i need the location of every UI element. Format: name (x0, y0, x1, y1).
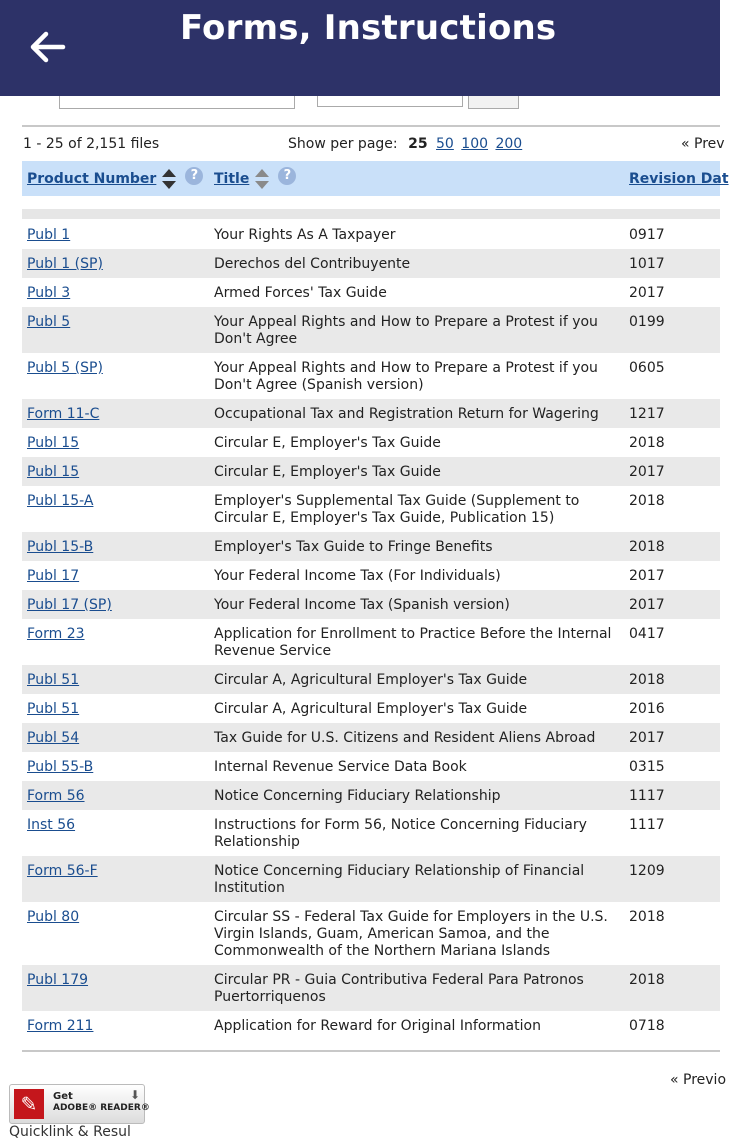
product-number-cell (27, 406, 99, 422)
adobe-badge-line2: ADOBE® READER® (53, 1103, 150, 1113)
get-adobe-reader-badge[interactable] (9, 1084, 150, 1124)
product-number-cell (27, 730, 79, 746)
table-spacer-row (22, 209, 720, 219)
product-link[interactable]: Inst 56 (27, 817, 76, 833)
title-cell: Circular E, Employer's Tax Guide (214, 464, 441, 480)
product-link[interactable]: Publ 179 (27, 972, 89, 988)
title-cell: Employer's Tax Guide to Fringe Benefits (214, 539, 493, 555)
revision-date-cell: 2018 (629, 672, 665, 688)
revision-date-cell: 2017 (629, 285, 665, 301)
product-link[interactable]: Publ 15 (27, 435, 80, 451)
title-cell: Your Appeal Rights and How to Prepare a Protest if you Don't Agree (214, 314, 598, 347)
title-cell: Notice Concerning Fiduciary Relationship of Financial Institution (214, 863, 585, 896)
table-row (22, 220, 720, 249)
title-cell: Circular E, Employer's Tax Guide (214, 435, 441, 451)
revision-date-cell: 2018 (629, 909, 665, 925)
product-link[interactable]: Publ 5 (27, 314, 71, 330)
product-number-cell (27, 701, 79, 717)
product-link[interactable]: Publ 15 (27, 464, 80, 480)
column-header-title (214, 161, 296, 196)
product-link[interactable]: Publ 15-B (27, 539, 94, 555)
title-cell: Circular PR - Guia Contributiva Federal Para Patronos Puertorriquenos (214, 972, 584, 1005)
title-cell: Armed Forces' Tax Guide (214, 285, 387, 301)
product-number-cell (27, 493, 93, 509)
product-link[interactable]: Publ 55-B (27, 759, 94, 775)
per-page-current: 25 (408, 136, 428, 152)
divider (22, 1050, 720, 1052)
revision-date-cell: 2017 (629, 568, 665, 584)
table-row (22, 278, 720, 307)
table-row (22, 781, 720, 810)
table-header (22, 161, 729, 196)
product-number-cell (27, 360, 103, 376)
product-link[interactable]: Publ 1 (SP) (27, 256, 103, 272)
per-page-selector (288, 136, 525, 152)
revision-date-cell: 1209 (629, 863, 665, 879)
product-link[interactable]: Publ 15-A (27, 493, 94, 509)
revision-date-cell: 2017 (629, 597, 665, 613)
product-number-cell (27, 788, 85, 804)
product-link[interactable]: Publ 17 (27, 568, 80, 584)
table-body (22, 220, 720, 1040)
help-icon[interactable]: ? (185, 167, 203, 185)
product-number-cell (27, 909, 79, 925)
title-cell: Circular A, Agricultural Employer's Tax Guide (214, 701, 528, 717)
title-cell: Instructions for Form 56, Notice Concerning Fiduciary Relationship (214, 817, 587, 850)
title-cell: Notice Concerning Fiduciary Relationship (214, 788, 501, 804)
table-row (22, 902, 720, 965)
table-row (22, 965, 720, 1011)
title-cell: Application for Reward for Original Information (214, 1018, 541, 1034)
product-number-cell (27, 972, 88, 988)
title-cell: Your Federal Income Tax (Spanish version) (214, 597, 510, 613)
title-cell: Tax Guide for U.S. Citizens and Resident Aliens Abroad (214, 730, 596, 746)
product-link[interactable]: Publ 3 (27, 285, 71, 301)
table-row (22, 856, 720, 902)
product-number-cell (27, 539, 93, 555)
product-link[interactable]: Publ 5 (SP) (27, 360, 103, 376)
sort-by-product-link[interactable]: Product Number (27, 170, 157, 187)
product-number-cell (27, 672, 79, 688)
table-row (22, 486, 720, 532)
product-link[interactable]: Form 56 (27, 788, 85, 804)
revision-date-cell: 0417 (629, 626, 665, 642)
revision-date-cell: 0917 (629, 227, 665, 243)
product-link[interactable]: Publ 54 (27, 730, 80, 746)
title-cell: Your Appeal Rights and How to Prepare a Protest if you Don't Agree (Spanish version) (214, 360, 598, 393)
revision-date-cell: 2018 (629, 493, 665, 509)
table-row (22, 532, 720, 561)
product-number-cell (27, 227, 70, 243)
per-page-option[interactable]: 100 (461, 136, 489, 152)
revision-date-cell: 0718 (629, 1018, 665, 1034)
footer-link[interactable]: Quicklink & Resul (9, 1124, 131, 1140)
product-number-cell (27, 1018, 93, 1034)
product-link[interactable]: Form 23 (27, 626, 85, 642)
results-count: 1 - 25 of 2,151 files (23, 136, 160, 152)
table-row (22, 307, 720, 353)
revision-date-cell: 1217 (629, 406, 665, 422)
revision-date-cell: 2018 (629, 435, 665, 451)
prev-page-link-bottom[interactable]: « Previo (670, 1072, 727, 1088)
table-row (22, 694, 720, 723)
divider (22, 125, 720, 127)
page-title: Forms, Instructions (180, 8, 557, 48)
adobe-logo-icon: ✎ (14, 1089, 44, 1119)
product-link[interactable]: Form 211 (27, 1018, 94, 1034)
sort-icon[interactable] (162, 168, 176, 190)
prev-page-link[interactable]: « Prev (681, 136, 725, 152)
sort-by-revision-link[interactable]: Revision Dat (629, 170, 729, 187)
product-link[interactable]: Publ 17 (SP) (27, 597, 112, 613)
product-number-cell (27, 256, 103, 272)
title-cell: Employer's Supplemental Tax Guide (Supplement to Circular E, Employer's Tax Guide, Publication 15) (214, 493, 580, 526)
revision-date-cell: 1117 (629, 788, 665, 804)
product-number-cell (27, 626, 85, 642)
revision-date-cell: 2017 (629, 464, 665, 480)
table-row (22, 428, 720, 457)
title-cell: Your Federal Income Tax (For Individuals) (214, 568, 501, 584)
help-icon[interactable]: ? (278, 167, 296, 185)
adobe-badge-line1: Get (53, 1091, 73, 1102)
table-row (22, 353, 720, 399)
product-link[interactable]: Publ 80 (27, 909, 80, 925)
revision-date-cell: 0315 (629, 759, 665, 775)
revision-date-cell: 2018 (629, 539, 665, 555)
app-header (0, 0, 720, 96)
download-arrow-icon: ⬇ (129, 1088, 140, 1102)
table-row (22, 619, 720, 665)
revision-date-cell: 2018 (629, 972, 665, 988)
product-number-cell (27, 464, 79, 480)
table-row (22, 810, 720, 856)
title-cell: Occupational Tax and Registration Return for Wagering (214, 406, 599, 422)
product-link[interactable]: Publ 51 (27, 701, 80, 717)
table-row (22, 752, 720, 781)
product-number-cell (27, 759, 93, 775)
title-cell: Internal Revenue Service Data Book (214, 759, 467, 775)
revision-date-cell: 0199 (629, 314, 665, 330)
title-cell: Derechos del Contribuyente (214, 256, 411, 272)
title-cell: Circular A, Agricultural Employer's Tax Guide (214, 672, 528, 688)
results-bar (0, 136, 725, 156)
table-row (22, 723, 720, 752)
per-page-label: Show per page: (288, 136, 398, 152)
revision-date-cell: 0605 (629, 360, 665, 376)
table-row (22, 1011, 720, 1040)
product-link[interactable]: Publ 1 (27, 227, 71, 243)
per-page-option[interactable]: 200 (495, 136, 523, 152)
table-row (22, 561, 720, 590)
title-cell: Your Rights As A Taxpayer (214, 227, 396, 243)
product-number-cell (27, 568, 79, 584)
revision-date-cell: 1117 (629, 817, 665, 833)
search-controls (0, 96, 720, 116)
product-link[interactable]: Publ 51 (27, 672, 80, 688)
product-number-cell (27, 285, 70, 301)
revision-date-cell: 1017 (629, 256, 665, 272)
product-number-cell (27, 817, 75, 833)
product-number-cell (27, 314, 70, 330)
table-row (22, 399, 720, 428)
product-link[interactable]: Form 56-F (27, 863, 98, 879)
revision-date-cell: 2016 (629, 701, 665, 717)
revision-date-cell: 2017 (629, 730, 665, 746)
back-arrow-icon[interactable] (28, 27, 68, 67)
title-cell: Application for Enrollment to Practice Before the Internal Revenue Service (214, 626, 612, 659)
table-row (22, 590, 720, 619)
table-row (22, 457, 720, 486)
title-cell: Circular SS - Federal Tax Guide for Employers in the U.S. Virgin Islands, Guam, American Samoa, and the Commonwealth of the Northern Mariana Islands (214, 909, 608, 959)
column-header-revision (629, 161, 729, 196)
product-number-cell (27, 597, 112, 613)
column-header-product (27, 161, 203, 196)
product-number-cell (27, 863, 98, 879)
sort-by-title-link[interactable]: Title (214, 170, 250, 187)
per-page-option[interactable]: 50 (436, 136, 454, 152)
product-number-cell (27, 435, 79, 451)
sort-icon[interactable] (255, 168, 269, 190)
table-row (22, 665, 720, 694)
product-link[interactable]: Form 11-C (27, 406, 100, 422)
table-row (22, 249, 720, 278)
